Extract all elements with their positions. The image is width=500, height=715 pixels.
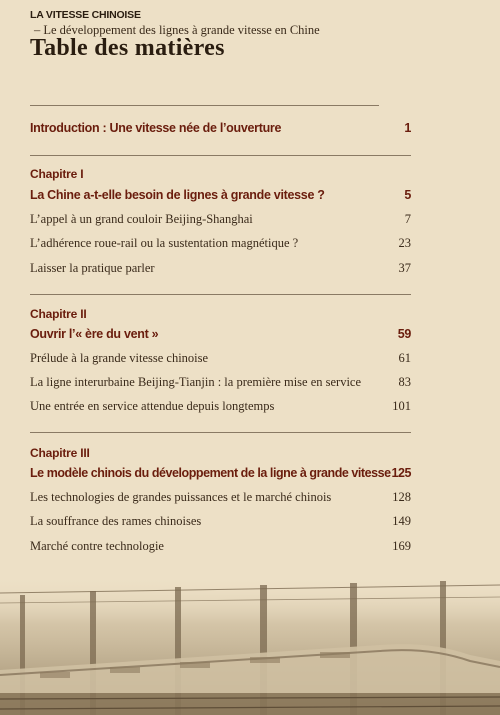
toc-entry[interactable] <box>30 539 411 554</box>
toc-entry[interactable] <box>30 399 411 414</box>
divider-chapter-1 <box>30 294 411 295</box>
entry-page: 128 <box>392 490 411 504</box>
entry-page: 101 <box>392 399 411 413</box>
divider-chapter-2 <box>30 432 411 433</box>
introduction-page: 1 <box>404 121 411 135</box>
divider-introduction <box>30 155 411 156</box>
railway-photo <box>0 575 500 715</box>
toc-entry[interactable] <box>30 236 411 251</box>
entry-title: Les technologies de grandes puissances et le marché chinois <box>30 490 332 504</box>
series-title: LA VITESSE CHINOISE <box>30 9 141 21</box>
toc-entry[interactable] <box>30 212 411 227</box>
chapter-1-page: 5 <box>404 188 411 202</box>
chapter-2-title: Ouvrir l’« ère du vent » <box>30 327 159 341</box>
entry-page: 149 <box>392 514 411 528</box>
chapter-2-heading[interactable] <box>30 327 411 341</box>
entry-page: 23 <box>398 236 411 250</box>
entry-title: L’adhérence roue-rail ou la sustentation magnétique ? <box>30 236 299 250</box>
entry-title: La souffrance des rames chinoises <box>30 514 202 528</box>
entry-title: Marché contre technologie <box>30 539 164 553</box>
entry-title: L’appel à un grand couloir Beijing-Shanghai <box>30 212 253 226</box>
chapter-2-page: 59 <box>397 327 411 341</box>
page-title: Table des matières <box>30 35 225 61</box>
entry-title: Laisser la pratique parler <box>30 261 155 275</box>
divider-title <box>30 105 379 106</box>
entry-page: 7 <box>404 212 411 226</box>
chapter-3-heading[interactable] <box>30 466 411 480</box>
toc-introduction[interactable] <box>30 121 411 135</box>
chapter-1-title: La Chine a-t-elle besoin de lignes à grande vitesse ? <box>30 188 325 202</box>
toc-entry[interactable] <box>30 261 411 276</box>
chapter-1-label: Chapitre I <box>30 167 84 181</box>
entry-page: 37 <box>398 261 411 275</box>
chapter-3-title: Le modèle chinois du développement de la ligne à grande vitesse <box>30 466 391 480</box>
toc-entry[interactable] <box>30 514 411 529</box>
chapter-3-page: 125 <box>391 466 411 480</box>
entry-title: Une entrée en service attendue depuis longtemps <box>30 399 275 413</box>
book-subtitle: – Le développement des lignes à grande vitesse en Chine <box>34 23 320 37</box>
chapter-1-heading[interactable] <box>30 188 411 202</box>
toc-entry[interactable] <box>30 490 411 505</box>
toc-entry[interactable] <box>30 351 411 366</box>
toc-entry[interactable] <box>30 375 411 390</box>
introduction-title: Introduction : Une vitesse née de l’ouverture <box>30 121 282 135</box>
entry-page: 83 <box>398 375 411 389</box>
entry-title: La ligne interurbaine Beijing-Tianjin : la première mise en service <box>30 375 362 389</box>
entry-page: 61 <box>398 351 411 365</box>
entry-page: 169 <box>392 539 411 553</box>
chapter-3-label: Chapitre III <box>30 446 90 460</box>
entry-title: Prélude à la grande vitesse chinoise <box>30 351 209 365</box>
chapter-2-label: Chapitre II <box>30 307 87 321</box>
